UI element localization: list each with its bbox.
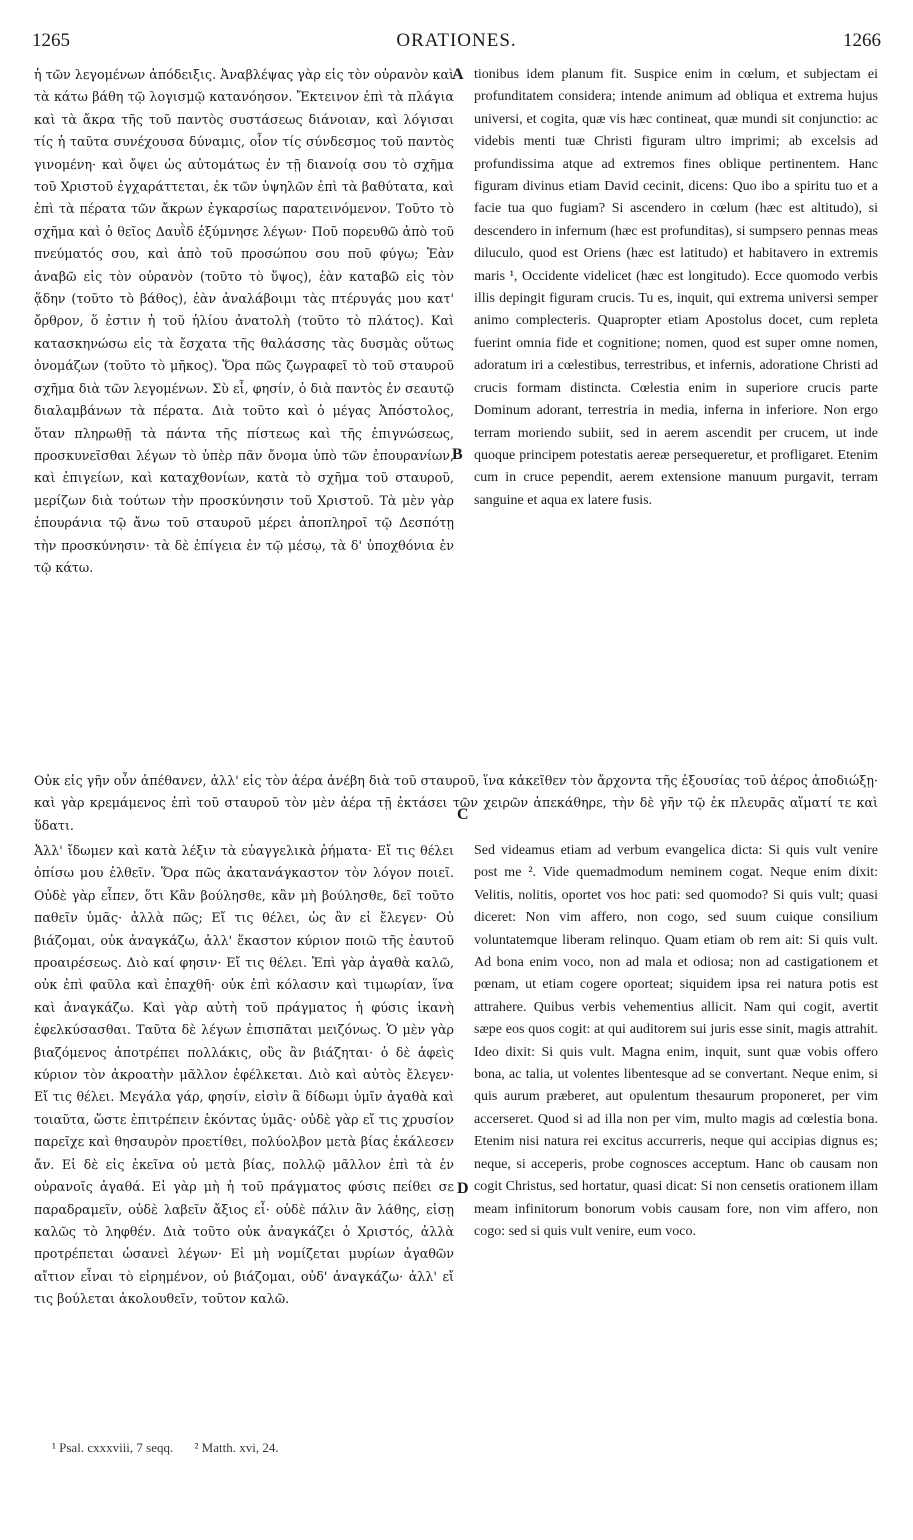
latin-paragraph-2: Sed videamus etiam ad verbum evangelica dicta: Si quis vult venire post me ². Vide quemadmodum neminem cogat. Neque enim dixit: Velitis, nolitis, oportet vos hoc pati: sed quomodo? Si quis vult; quasi diceret: Non vim affero, non cogo, sed suum cuique consilium voluntatemque liberam relinquo. Quam etiam ob rem ait: Si quis vult. Ad bona enim voco, non ad mala et odiosa; non ad castigationem et pœnam, ut etiam cogere oporteat; siquidem ipsa rei natura potis est attrahere. Quibus verbis vehementius allicit. Nam qui cogit, avertit sæpe eos quos cogit: at qui auditorem sui juris esse sinit, magis attrahit. Ideo dixit: Si quis vult. Magna enim, inquit, sunt quæ vobis offero bona, ac talia, ut volentes libentesque ad se convertant. Neque enim, si quis aurum præberet, aut opulentum thesaurum proponeret, per vim accerseret. Quod si ad illa non per vim, multo magis ad cœlestia bona. Etenim nisi natura rei excitus accurreris, neque qui accipias dignus es; neque, si acceperis, probe cognosces acceptum. Hanc ob causam non cogit Christus, sed hortatur, quasi dicat: Si non censetis orationem illam meam infinitorum bonorum vobis causam fore, non vim affero, non cogo: sed si quis vult venire, eum voco. [474, 843, 878, 1239]
greek-paragraph-2: Ἀλλ' ἴδωμεν καὶ κατὰ λέξιν τὰ εὐαγγελικὰ ῥήματα· Εἴ τις θέλει ὀπίσω μου ἐλθεῖν. Ὅρα πῶς ἀκατανάγκαστον τὸν λόγον ποιεῖ. Οὐδὲ γὰρ εἶπεν, ὅτι Κἂν βούλησθε, κἂν μὴ βούλησθε, δεῖ τοῦτο παθεῖν ὑμᾶς· ἀλλὰ πῶς; Εἴ τις θέλει, ὡς ἂν εἰ ἔλεγεν· Οὐ βιάζομαι, οὐκ ἀναγκάζω, ἀλλ' ἕκαστον κύριον ποιῶ τῆς ἑαυτοῦ προαιρέσεως. Διὸ καί φησιν· Εἴ τις θέλει. Ἐπὶ γὰρ ἀγαθὰ καλῶ, οὐκ ἐπὶ φαῦλα καὶ ἐπαχθῆ· οὐκ ἐπὶ κόλασιν καὶ τιμωρίαν, ἵνα καὶ ἀναγκάζω. Καὶ γὰρ αὐτὴ τοῦ πράγματος ἡ φύσις ἱκανὴ ἐφελκύσασθαι. Ταῦτα δὲ λέγων ἐπισπᾶται μειζόνως. Ὁ μὲν γὰρ βιαζόμενος ἀποτρέπει πολλάκις, οὓς ἂν βιάζηται· ὁ δὲ ἀφεὶς κύριον τὸν ἀκροατὴν μᾶλλον ἐφέλκεται. Διὸ καὶ αὐτὸς ἔλεγεν· Εἴ τις θέλει. Μεγάλα γάρ, φησίν, εἰσὶν ἃ δίδωμι ὑμῖν ἀγαθὰ καὶ τοιαῦτα, ὥστε ἐπιτρέπειν ἑκόντας ὑμᾶς· οὐδὲ γὰρ εἴ τις χρυσίον παρεῖχε καὶ θησαυρὸν προετίθει, πολύολβον μετὰ βίας ἐκάλεσεν ἄν. Εἰ δὲ εἰς ἐκεῖνα οὐ μετὰ βίας, πολλῷ μᾶλλον ἐπὶ τὰ ἐν οὐρανοῖς ἀγαθά. Εἰ γὰρ μὴ ἡ τοῦ πράγματος φύσις πείθει σε παραδραμεῖν, οὐδὲ λαβεῖν ἄξιος εἶ· οὐδὲ πάλιν ἂν λάθης, εἰσῃ καλῶς τὸ ληφθέν. Διὰ τοῦτο οὐκ ἀναγκάζει ὁ Χριστός, ἀλλὰ προτρέπεται ὡσανεὶ λέγων· Εἰ μὴ νομίζεται μυρίων ἀγαθῶν αἴτιον εἶναι τὸ εἰρημένον, οὐ βιάζομαι, οὐδ' ἀναγκάζω· ἀλλ' εἴ τις βούλεται ἀκολουθεῖν, τοῦτον καλῶ. [34, 843, 454, 1307]
latin-paragraph-1: tionibus idem planum fit. Suspice enim in cœlum, et subjectam ei profunditatem considera; intende animum ad obliqua et extrema hujus universi, et cogita, quæ vis hæc contineat, quæ mundi sit conjunctio: ac videbis menti tuæ Christi figuram ultro imprimi; ab excelsis ad profundissima atque ad extremos fines oblique pertinentem. Hanc figuram divinus etiam David cecinit, dicens: Quo ibo a spiritu tuo et a facie tua quo fugiam? Si ascendero in cœlum (hæc est altitudo), si descendero in infernum (hæc est profunditas), si sumpsero pennas meas diluculo, quod est Oriens (hæc est latitudo) et habitavero in extremis maris ¹, Occidente videlicet (hæc est longitudo). Ecce quomodo verbis illis depingit figuram crucis. Tu es, inquit, qui extrema universi semper animo complecteris. Quapropter etiam Apostolus docet, cum repleta fuerint omnia fide et cognitione; nomen, quod est super omne nomen, adoratum iri a cœlestibus, terrestribus, et infernis, adoratione Christi ad crucis formam distincta. Cœlestia enim in superiore crucis parte Dominum adorant, terrestria in media, inferna in inferiore. Non ergo terram moriendo subiit, sed in aerem ascendit per crucem, ut inde quoque principem potestatis aereæ persequeretur, et profligaret. Etenim cum in cruce pependit, aerem extensione manuum purgavit, terram sanguine et aqua ex latere fusis. [474, 67, 878, 508]
margin-marker-a: A [452, 66, 464, 83]
footnote-1: ¹ Psal. cxxxviii, 7 seqq. [52, 1440, 174, 1455]
greek-column-lower [34, 840, 454, 1311]
greek-wide-paragraph [34, 770, 878, 837]
page-number-left: 1265 [32, 30, 70, 51]
margin-marker-b: B [452, 446, 463, 463]
latin-column-upper [474, 64, 878, 512]
margin-marker-c: C [457, 806, 469, 823]
page-number-right: 1266 [843, 30, 881, 51]
greek-column-upper [34, 64, 454, 579]
footnote-2: ² Matth. xvi, 24. [194, 1440, 279, 1455]
running-header [32, 30, 881, 54]
footnotes [34, 1440, 878, 1456]
margin-marker-d: D [457, 1180, 469, 1197]
greek-paragraph-1: ἡ τῶν λεγομένων ἀπόδειξις. Ἀναβλέψας γὰρ εἰς τὸν οὐρανὸν καὶ τὰ κάτω βάθη τῷ λογισμῷ κατανόησον. Ἔκτεινον ἐπὶ τὰ πλάγια καὶ τὰ ἄκρα τῆς τοῦ παντὸς συστάσεως διάνοιαν, καὶ λόγισαι τίς ἡ ταῦτα συνέχουσα δύναμις, οἷον τίς σύνδεσμος τοῦ παντὸς γινομένη· καὶ ὄψει ὡς αὐτομάτως ἐν τῇ διανοίᾳ σου τὸ σχῆμα τοῦ Χριστοῦ ἐγχαράττεται, ἐκ τῶν ὑψηλῶν ἐπὶ τὰ βαθύτατα, καὶ ἐπὶ τὰ πέρατα τῶν ἄκρων ἐγκαρσίως παρατεινόμενον. Τοῦτο τὸ σχῆμα καὶ ὁ θεῖος Δαυῒδ ἐξύμνησε λέγων· Ποῦ πορευθῶ ἀπὸ τοῦ πνεύματός σου, καὶ ἀπὸ τοῦ προσώπου σου ποῦ φύγω; Ἐὰν ἀναβῶ εἰς τὸν οὐρανὸν (τοῦτο τὸ ὕψος), ἐὰν καταβῶ εἰς τὸν ᾅδην (τοῦτο τὸ βάθος), ἐὰν ἀναλάβοιμι τὰς πτέρυγάς μου κατ' ὄρθρον, ὅ ἐστιν ἡ τοῦ ἡλίου ἀνατολὴ (τοῦτο τὸ πλάτος). Καὶ κατασκηνώσω εἰς τὰ ἔσχατα τῆς θαλάσσης τὰς δυσμὰς οὕτως ὀνομάζων (τοῦτο τὸ μῆκος). Ὅρα πῶς ζωγραφεῖ τὸ τοῦ σταυροῦ σχῆμα διὰ τῶν λεγομένων. Σὺ εἶ, φησίν, ὁ διὰ παντὸς ἐν σεαυτῷ διαλαμβάνων τὰ πέρατα. Διὰ τοῦτο καὶ ὁ μέγας Ἀπόστολος, ὅταν πληρωθῇ τὰ πάντα τῆς πίστεως καὶ τῆς ἐπιγνώσεως, προσκυνεῖσθαι λέγων τὸ ὑπὲρ πᾶν ὄνομα ὑπὸ τῶν ἐπουρανίων, καὶ ἐπιγείων, καὶ καταχθονίων, κατὰ τὸ σχῆμα τοῦ σταυροῦ, μερίζων διὰ τούτων τὴν προσκύνησιν τοῦ Χριστοῦ. Τὰ μὲν γὰρ ἐπουράνια τῷ ἄνω τοῦ σταυροῦ μέρει ἀποπληροῖ τῷ Δεσπότῃ τὴν προσκύνησιν· τὰ δὲ ἐπίγεια ἐν τῷ μέσῳ, τὰ δ' ὑποχθόνια ἐν τῷ κάτω. [34, 67, 454, 575]
greek-wide-text: Οὐκ εἰς γῆν οὖν ἀπέθανεν, ἀλλ' εἰς τὸν ἀέρα ἀνέβη διὰ τοῦ σταυροῦ, ἵνα κἀκεῖθεν τὸν ἄρχοντα τῆς ἐξουσίας τοῦ ἀέρος ἀποδιώξῃ· καὶ γὰρ κρεμάμενος ἐπὶ τοῦ σταυροῦ τὸν μὲν ἀέρα τῇ ἐκτάσει τῶν χειρῶν ἀπεκάθηρε, τὴν δὲ γῆν τῷ ἐκ πλευρᾶς αἵματί τε καὶ ὕδατι. [34, 773, 878, 833]
running-title: ORATIONES. [396, 30, 517, 51]
latin-column-lower [474, 840, 878, 1243]
